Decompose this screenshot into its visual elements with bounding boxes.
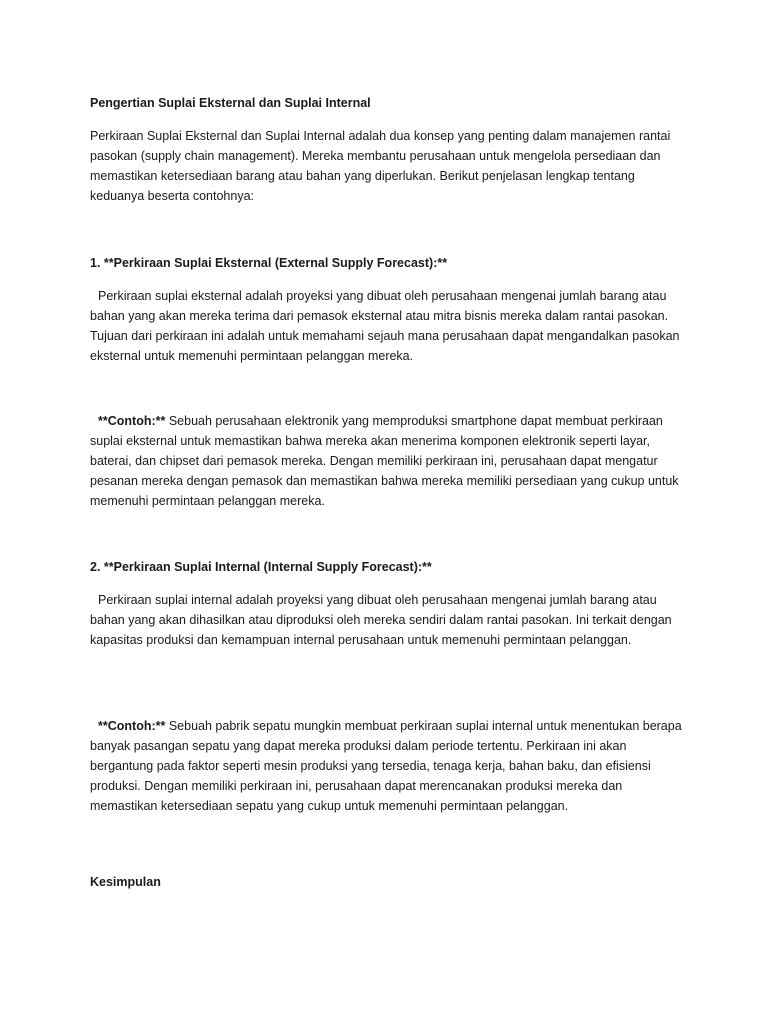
- section1-heading: 1. **Perkiraan Suplai Eksternal (External Supply Forecast):**: [90, 256, 448, 270]
- section2-body: Perkiraan suplai internal adalah proyeksi yang dibuat oleh perusahaan mengenai jumlah barang atau bahan yang akan dihasilkan atau diproduksi oleh mereka sendiri dalam rantai pasokan. Ini terkait dengan kapasitas produksi dan kemampuan internal perusahaan untuk memenuhi permintaan pelanggan.: [90, 593, 672, 647]
- intro-paragraph: Perkiraan Suplai Eksternal dan Suplai Internal adalah dua konsep yang penting dalam manajemen rantai pasokan (supply chain management). Mereka membantu perusahaan untuk mengelola persediaan dan memastikan ketersediaan barang atau bahan yang diperlukan. Berikut penjelasan lengkap tentang keduanya beserta contohnya:: [90, 129, 671, 203]
- section2-heading: 2. **Perkiraan Suplai Internal (Internal Supply Forecast):**: [90, 560, 432, 574]
- document-title: Pengertian Suplai Eksternal dan Suplai Internal: [90, 96, 371, 110]
- section2-example-text: Sebuah pabrik sepatu mungkin membuat perkiraan suplai internal untuk menentukan berapa banyak pasangan sepatu yang dapat mereka produksi dalam periode tertentu. Perkiraan ini akan bergantung pada faktor seperti mesin produksi yang tersedia, tenaga kerja, bahan baku, dan efisiensi produksi. Dengan memiliki perkiraan ini, perusahaan dapat merencanakan produksi mereka dan memastikan ketersediaan sepatu yang cukup untuk memenuhi permintaan pelanggan.: [90, 719, 682, 813]
- section1-example-text: Sebuah perusahaan elektronik yang memproduksi smartphone dapat membuat perkiraan suplai eksternal untuk memastikan bahwa mereka akan menerima komponen elektronik seperti layar, baterai, dan chipset dari pemasok mereka. Dengan memiliki perkiraan ini, perusahaan dapat mengatur pesanan mereka dengan pemasok dan memastikan bahwa mereka memiliki persediaan yang cukup untuk memenuhi permintaan pelanggan mereka.: [90, 414, 679, 508]
- section1-example: [90, 411, 690, 511]
- conclusion-heading: Kesimpulan: [90, 875, 161, 889]
- section2-example-label: **Contoh:**: [98, 719, 166, 733]
- section1-example-label: **Contoh:**: [98, 414, 166, 428]
- section2-example: [90, 716, 690, 816]
- section1-body: Perkiraan suplai eksternal adalah proyeksi yang dibuat oleh perusahaan mengenai jumlah barang atau bahan yang akan mereka terima dari pemasok eksternal atau mitra bisnis mereka dalam rantai pasokan. Tujuan dari perkiraan ini adalah untuk memahami sejauh mana perusahaan dapat mengandalkan pasokan eksternal untuk memenuhi permintaan pelanggan mereka.: [90, 289, 680, 363]
